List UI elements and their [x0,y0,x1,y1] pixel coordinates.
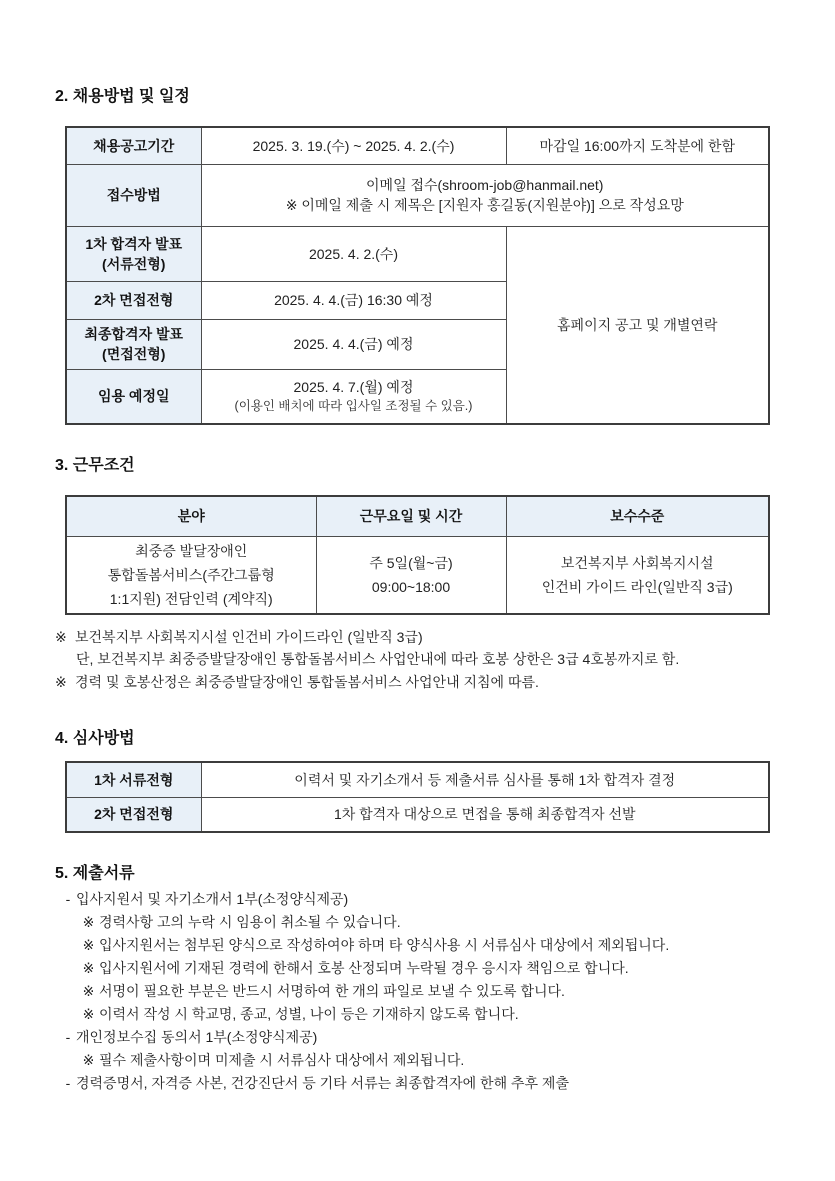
final-pass-label-line2: (면접전형) [102,346,166,362]
appointment-date-cell [201,369,506,424]
section-recruitment-schedule [55,87,795,425]
list-item [55,911,795,934]
note-pay-guideline [55,626,795,649]
schedule-hours: 09:00~18:00 [371,578,451,595]
dash-marker: - [65,1029,71,1045]
list-item [55,1072,795,1095]
section-title-working-conditions: 3. 근무조건 [55,457,135,474]
interview-date: 2025. 4. 4.(금) 16:30 예정 [201,281,506,319]
list-item [55,1049,795,1072]
note-pay-guideline-continuation: 단, 보건복지부 최중증발달장애인 통합돌봄서비스 사업안내에 따라 호봉 상한은 3급 4호봉까지로 함. [76,651,680,667]
field-cell [66,536,316,614]
note-career-calculation-text: 경력 및 호봉산정은 최중증발달장애인 통합돌봄서비스 사업안내 지침에 따름. [75,673,539,690]
note-career-calculation [55,671,795,694]
field-line1: 최중증 발달장애인 [135,542,248,559]
final-pass-label-line1: 최종합격자 발표 [84,326,184,342]
row-label-second-interview: 2차 면접전형 [66,797,201,832]
section-title-review-method: 4. 심사방법 [55,730,135,747]
posting-period-value: 2025. 3. 19.(수) ~ 2025. 4. 2.(수) [201,127,506,164]
second-interview-description: 1차 합격자 대상으로 면접을 통해 최종합격자 선발 [201,797,769,832]
row-label-apply-method: 접수방법 [66,164,201,226]
table-header-row [66,496,769,536]
pay-line2: 인건비 가이드 라인(일반직 3급) [541,578,733,595]
dash-marker: - [65,891,71,907]
row-label-final-pass [66,319,201,369]
review-method-table [65,761,770,833]
section-submission-documents [55,864,795,1095]
section-title-submission-documents: 5. 제출서류 [55,865,135,882]
reference-mark: ※ [82,937,95,953]
list-item [55,934,795,957]
submission-documents-list [55,888,795,1095]
table-row [66,762,769,797]
first-pass-label-line2: (서류전형) [102,255,166,272]
col-header-field: 분야 [66,496,316,536]
note-pay-guideline-text: 보건복지부 사회복지시설 인건비 가이드라인 (일반직 3급) [75,628,423,645]
reference-mark: ※ [55,628,67,645]
list-item [55,888,795,911]
apply-method-cell [201,164,769,226]
appointment-date-note: (이용인 배치에 따라 입사일 조정될 수 있음.) [234,399,473,414]
list-item-text: 경력사항 고의 누락 시 임용이 취소될 수 있습니다. [99,914,401,930]
reference-mark: ※ [55,673,67,690]
first-pass-date: 2025. 4. 2.(수) [201,226,506,281]
posting-period-note: 마감일 16:00까지 도착분에 한함 [506,127,769,164]
reference-mark: ※ [82,914,95,930]
field-line2: 통합돌봄서비스(주간그룹형 [107,566,275,583]
list-item-text: 이력서 작성 시 학교명, 종교, 성별, 나이 등은 기재하지 않도록 합니다. [99,1006,519,1022]
working-conditions-table [65,495,770,615]
section-working-conditions [55,456,795,693]
list-item [55,980,795,1003]
row-label-first-pass [66,226,201,281]
list-item-text: 필수 제출사항이며 미제출 시 서류심사 대상에서 제외됩니다. [99,1052,465,1068]
dash-marker: - [65,1075,71,1091]
list-item-text: 입사지원서 및 자기소개서 1부(소정양식제공) [76,891,349,907]
final-pass-date: 2025. 4. 4.(금) 예정 [201,319,506,369]
apply-method-email: 이메일 접수(shroom-job@hanmail.net) [366,177,604,193]
pay-line1: 보건복지부 사회복지시설 [560,554,714,571]
list-item-text: 입사지원서는 첨부된 양식으로 작성하여야 하며 타 양식사용 시 서류심사 대상에서 제외됩니다. [99,937,670,953]
list-item [55,1003,795,1026]
table-row [66,797,769,832]
list-item [55,957,795,980]
row-label-appointment: 임용 예정일 [66,369,201,424]
appointment-date: 2025. 4. 7.(월) 예정 [293,379,414,396]
apply-method-subject-note: ※ 이메일 제출 시 제목은 [지원자 홍길동(지원분야)] 으로 작성요망 [285,197,684,213]
schedule-days: 주 5일(월~금) [369,554,453,571]
col-header-schedule: 근무요일 및 시간 [316,496,506,536]
schedule-cell [316,536,506,614]
table-row [66,127,769,164]
list-item [55,1026,795,1049]
row-label-interview: 2차 면접전형 [66,281,201,319]
reference-mark: ※ [82,1006,95,1022]
reference-mark: ※ [82,1052,95,1068]
table-row [66,164,769,226]
reference-mark: ※ [82,960,95,976]
first-pass-label-line1: 1차 합격자 발표 [85,235,183,252]
working-conditions-notes [55,626,795,694]
field-line3: 1:1지원) 전담인력 (계약직) [109,590,273,607]
reference-mark: ※ [82,983,95,999]
section-review-method [55,729,795,833]
col-header-pay: 보수수준 [506,496,769,536]
recruitment-schedule-table [65,126,770,425]
list-item-text: 개인정보수집 동의서 1부(소정양식제공) [76,1029,318,1045]
announcement-method-cell: 홈페이지 공고 및 개별연락 [506,226,769,424]
row-label-first-screening: 1차 서류전형 [66,762,201,797]
first-screening-description: 이력서 및 자기소개서 등 제출서류 심사를 통해 1차 합격자 결정 [201,762,769,797]
pay-cell [506,536,769,614]
list-item-text: 입사지원서에 기재된 경력에 한해서 호봉 산정되며 누락될 경우 응시자 책임으로 합니다. [99,960,629,976]
table-row [66,536,769,614]
table-row [66,226,769,281]
row-label-posting-period: 채용공고기간 [66,127,201,164]
section-title-recruitment: 2. 채용방법 및 일정 [55,88,190,105]
list-item-text: 서명이 필요한 부분은 반드시 서명하여 한 개의 파일로 보낼 수 있도록 합니다. [99,983,565,999]
list-item-text: 경력증명서, 자격증 사본, 건강진단서 등 기타 서류는 최종합격자에 한해 추후 제출 [76,1075,569,1091]
